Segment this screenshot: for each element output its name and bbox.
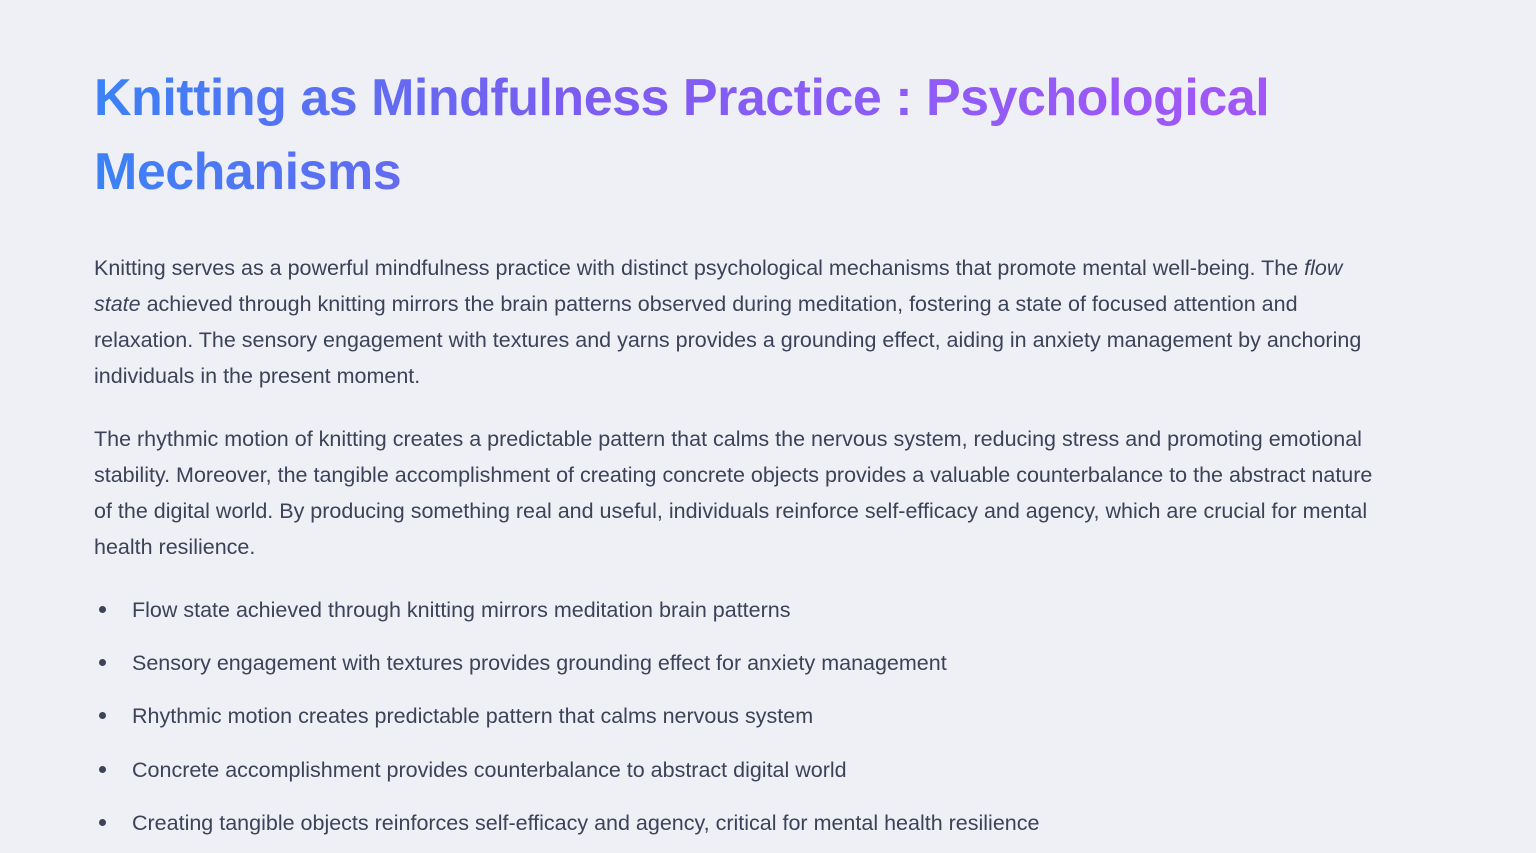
bullet-icon [99,712,106,719]
list-item-label: Creating tangible objects reinforces self-efficacy and agency, critical for mental health resilience [132,811,1040,836]
page-title: Knitting as Mindfulness Practice : Psychological Mechanisms [94,62,1364,210]
list-item-label: Sensory engagement with textures provides grounding effect for anxiety management [132,650,947,675]
paragraph-1-emphasis: flow state [94,255,1343,316]
list-item-label: Concrete accomplishment provides counterbalance to abstract digital world [132,757,847,782]
bullet-icon [99,766,106,773]
list-item [94,699,1442,733]
key-points-list [94,593,1442,841]
bullet-icon [99,819,106,826]
paragraph-1 [94,250,1394,394]
paragraph-2: The rhythmic motion of knitting creates a predictable pattern that calms the nervous system, reducing stress and promoting emotional stability. Moreover, the tangible accomplishment of creating concrete objects provides a valuable counterbalance to the abstract nature of the digital world. By producing something real and useful, individuals reinforce self-efficacy and agency, which are crucial for mental health resilience. [94,427,1373,560]
bullet-icon [99,659,106,666]
bullet-icon [99,606,106,613]
paragraph-1-tail: achieved through knitting mirrors the brain patterns observed during meditation, fostering a state of focused attention and relaxation. The sensory engagement with textures and yarns provides a grounding effect, aiding in anxiety management by anchoring individuals in the present moment. [94,291,1362,388]
list-item-label: Rhythmic motion creates predictable pattern that calms nervous system [132,704,814,729]
list-item [94,593,1442,627]
list-item-label: Flow state achieved through knitting mirrors meditation brain patterns [132,597,791,622]
list-item [94,753,1442,787]
list-item [94,646,1442,680]
paragraph-1-lead: Knitting serves as a powerful mindfulness practice with distinct psychological mechanisms that promote mental well-being. The [94,255,1305,280]
list-item [94,806,1442,840]
